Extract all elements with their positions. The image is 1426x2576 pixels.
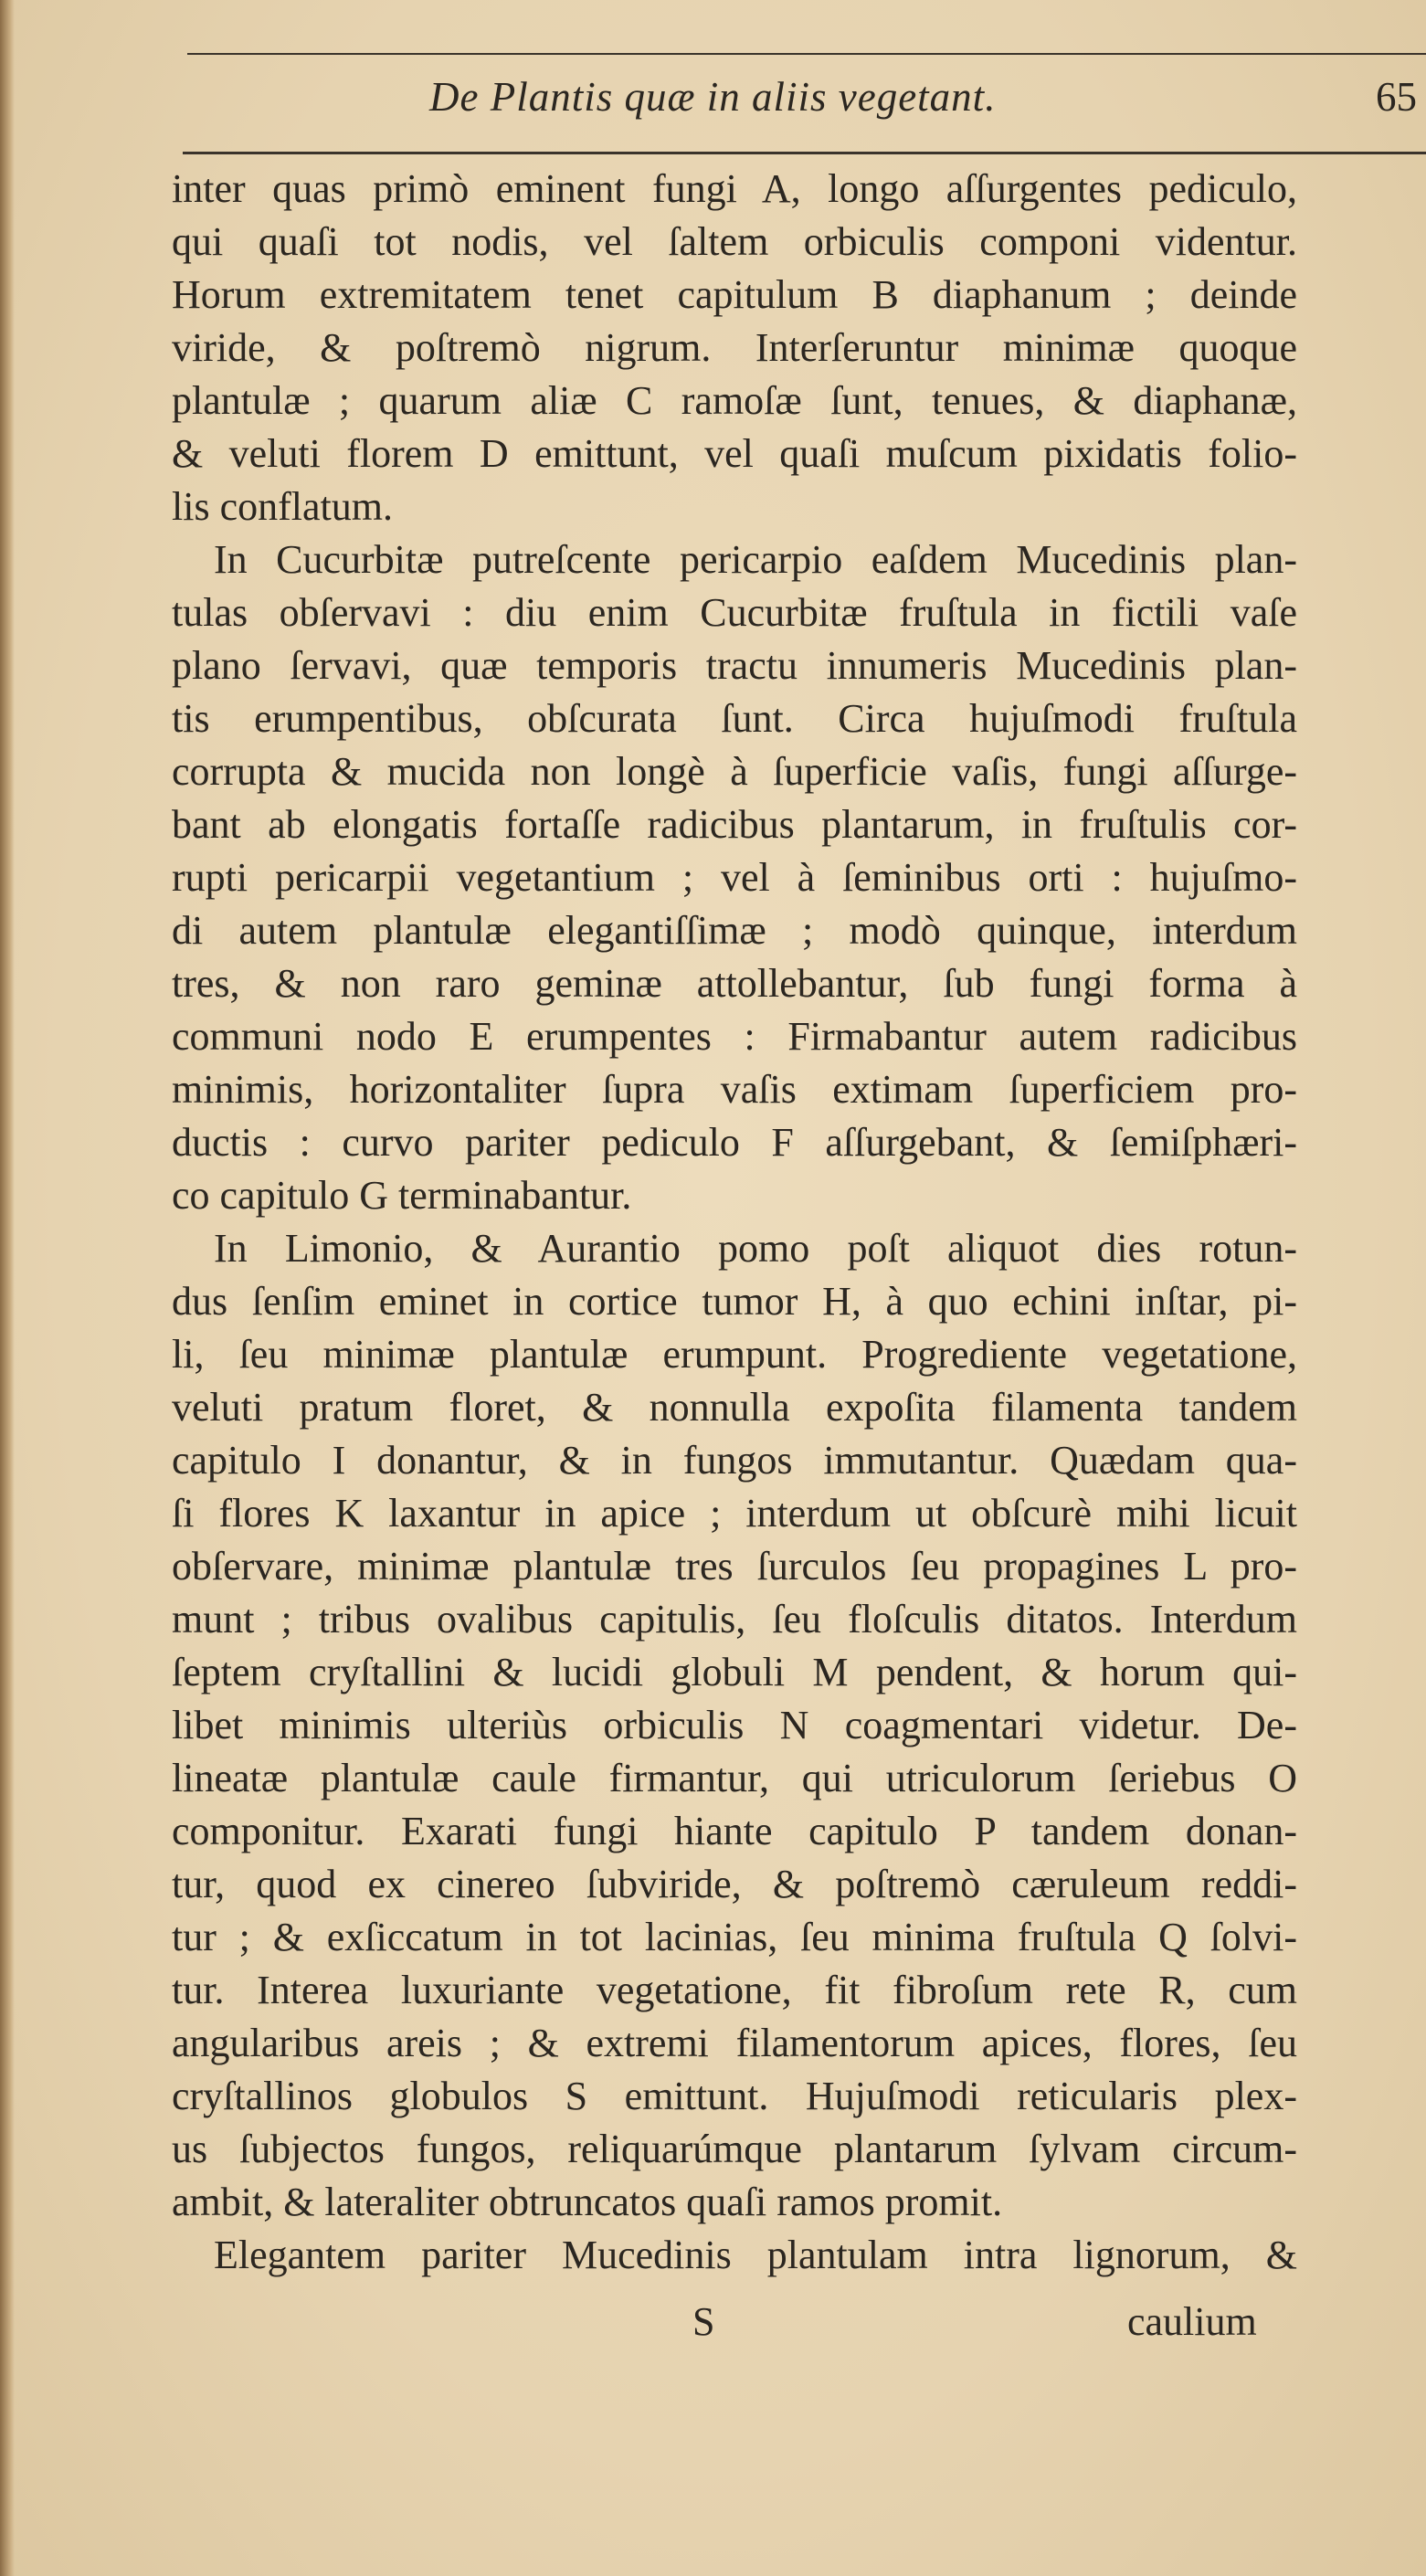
text-line: inter quas primò eminent fungi A, longo aſſurgentes pediculo, xyxy=(172,166,1297,211)
text-line: & veluti florem D emittunt, vel quaſi muſcum pixidatis folio- xyxy=(172,431,1297,476)
paragraph xyxy=(172,163,1297,533)
text-line: ductis : curvo pariter pediculo F aſſurgebant, & ſemiſphæri- xyxy=(172,1120,1297,1165)
text-line: Elegantem pariter Mucedinis plantulam intra lignorum, & xyxy=(214,2233,1297,2277)
text-line: lis conflatum. xyxy=(172,484,393,529)
text-line: In Limonio, & Aurantio pomo poſt aliquot dies rotun- xyxy=(214,1226,1297,1271)
text-line: munt ; tribus ovalibus capitulis, ſeu floſculis ditatos. Interdum xyxy=(172,1597,1297,1642)
text-line: rupti pericarpii vegetantium ; vel à ſeminibus orti : hujuſmo- xyxy=(172,855,1297,900)
running-head xyxy=(183,69,1426,143)
paragraph xyxy=(172,533,1297,1222)
page-number: 65 xyxy=(1376,74,1417,120)
page-gutter-shadow xyxy=(0,0,15,2576)
text-line: lineatæ plantulæ caule firmantur, qui utriculorum ſeriebus O xyxy=(172,1756,1297,1800)
signature-mark: S xyxy=(692,2299,715,2344)
text-line: Horum extremitatem tenet capitulum B diaphanum ; deinde xyxy=(172,272,1297,317)
paragraph xyxy=(172,1222,1297,2229)
text-line: tur ; & exſiccatum in tot lacinias, ſeu minima fruſtula Q ſolvi- xyxy=(172,1915,1297,1959)
text-line: capitulo I donantur, & in fungos immutantur. Quædam qua- xyxy=(172,1438,1297,1483)
text-line: libet minimis ulteriùs orbiculis N coagmentari videtur. De- xyxy=(172,1703,1297,1747)
text-line: obſervare, minimæ plantulæ tres ſurculos ſeu propagines L pro- xyxy=(172,1544,1297,1589)
text-line: tulas obſervavi : diu enim Cucurbitæ fruſtula in fictili vaſe xyxy=(172,590,1297,635)
text-line: corrupta & mucida non longè à ſuperficie vaſis, fungi aſſurge- xyxy=(172,749,1297,794)
text-line: plano ſervavi, quæ temporis tractu innumeris Mucedinis plan- xyxy=(172,643,1297,688)
text-line: communi nodo E erumpentes : Firmabantur autem radicibus xyxy=(172,1014,1297,1059)
text-line: ſeptem cryſtallini & lucidi globuli M pendent, & horum qui- xyxy=(172,1650,1297,1694)
text-line: co capitulo G terminabantur. xyxy=(172,1173,632,1218)
text-line: dus ſenſim eminet in cortice tumor H, à quo echini inſtar, pi- xyxy=(172,1279,1297,1324)
text-line: li, ſeu minimæ plantulæ erumpunt. Progrediente vegetatione, xyxy=(172,1332,1297,1377)
body-text xyxy=(172,163,1297,2282)
text-line: viride, & poſtremò nigrum. Interſeruntur minimæ quoque xyxy=(172,325,1297,370)
text-line: In Cucurbitæ putreſcente pericarpio eaſdem Mucedinis plan- xyxy=(214,537,1297,582)
text-line: tur. Interea luxuriante vegetatione, fit fibroſum rete R, cum xyxy=(172,1968,1297,2012)
text-line: angularibus areis ; & extremi filamentorum apices, flores, ſeu xyxy=(172,2021,1297,2065)
paragraph xyxy=(172,2229,1297,2282)
text-line: tis erumpentibus, obſcurata ſunt. Circa hujuſmodi fruſtula xyxy=(172,696,1297,741)
catchword: caulium xyxy=(1127,2299,1257,2344)
text-line: minimis, horizontaliter ſupra vaſis extimam ſuperficiem pro- xyxy=(172,1067,1297,1112)
text-line: tres, & non raro geminæ attollebantur, ſub fungi forma à xyxy=(172,961,1297,1006)
text-line: di autem plantulæ elegantiſſimæ ; modò quinque, interdum xyxy=(172,908,1297,953)
text-line: veluti pratum floret, & nonnulla expoſita filamenta tandem xyxy=(172,1385,1297,1430)
header-rule-bottom xyxy=(183,152,1426,154)
text-line: ſi flores K laxantur in apice ; interdum ut obſcurè mihi licuit xyxy=(172,1491,1297,1536)
text-line: bant ab elongatis fortaſſe radicibus plantarum, in fruſtulis cor- xyxy=(172,802,1297,847)
text-line: cryſtallinos globulos S emittunt. Hujuſmodi reticularis plex- xyxy=(172,2074,1297,2118)
text-line: componitur. Exarati fungi hiante capitulo P tandem donan- xyxy=(172,1809,1297,1853)
text-line: qui quaſi tot nodis, vel ſaltem orbiculis componi videntur. xyxy=(172,219,1297,264)
header-rule-top xyxy=(187,53,1426,55)
text-line: plantulæ ; quarum aliæ C ramoſæ ſunt, tenues, & diaphanæ, xyxy=(172,378,1297,423)
running-title: De Plantis quæ in aliis vegetant. xyxy=(429,74,997,120)
text-line: ambit, & lateraliter obtruncatos quaſi ramos promit. xyxy=(172,2180,1003,2224)
text-line: tur, quod ex cinereo ſubviride, & poſtremò cæruleum reddi- xyxy=(172,1862,1297,1906)
text-line: us ſubjectos fungos, reliquarúmque plantarum ſylvam circum- xyxy=(172,2127,1297,2171)
